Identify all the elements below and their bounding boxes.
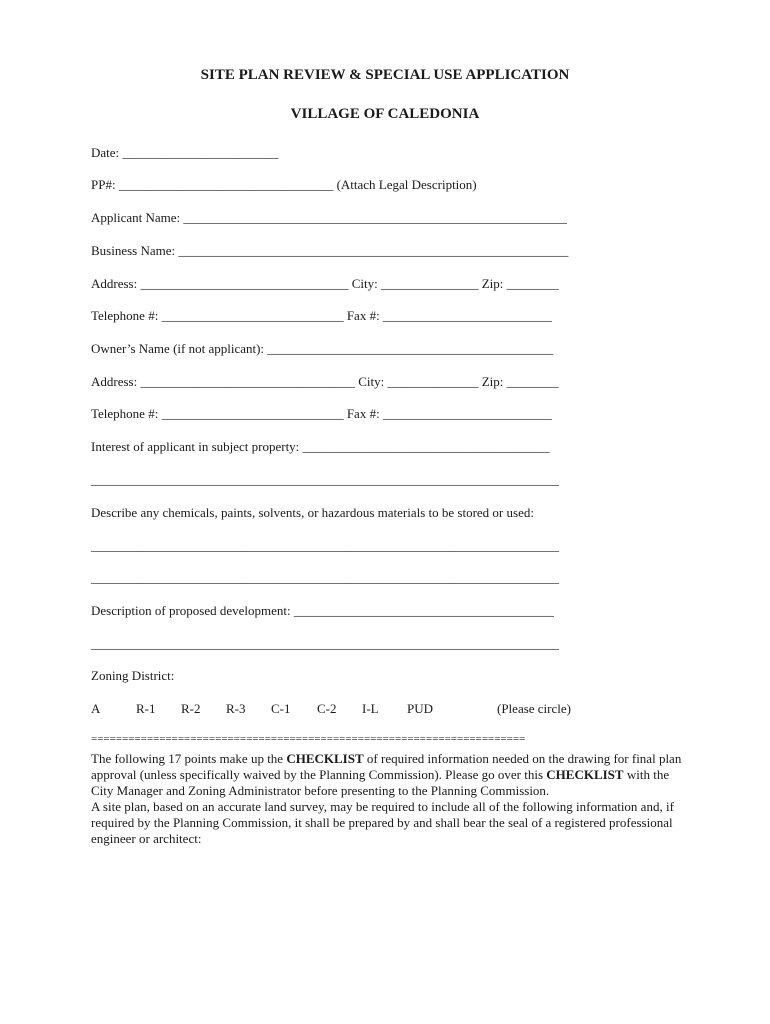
checklist-keyword: CHECKLIST xyxy=(286,751,364,766)
checklist-text: with the City Manager and Zoning Administrator before presenting to the Planning Commission. xyxy=(91,767,670,798)
document-title: SITE PLAN REVIEW & SPECIAL USE APPLICATION xyxy=(200,67,570,83)
date-field[interactable]: Date: ________________________ xyxy=(91,145,279,160)
interest-field[interactable]: Interest of applicant in subject property: ______________________________________ xyxy=(91,439,550,454)
telephone-field[interactable]: Telephone #: ____________________________ Fax #: __________________________ xyxy=(91,308,552,323)
site-plan-paragraph: A site plan, based on an accurate land survey, may be required to include all of the following information and, if required by the Planning Commission, it shall be prepared by and shall bear the seal of a registered professional engineer or architect: xyxy=(91,799,674,846)
zoning-option[interactable]: C-1 xyxy=(271,701,291,716)
address-field[interactable]: Address: ________________________________ City: _______________ Zip: ________ xyxy=(91,276,559,291)
checklist-keyword: CHECKLIST xyxy=(546,767,624,782)
zoning-option[interactable]: I-L xyxy=(362,701,379,716)
proposed-development-field[interactable]: Description of proposed development: ________________________________________ xyxy=(91,603,554,618)
zoning-option[interactable]: R-2 xyxy=(181,701,201,716)
zoning-option[interactable]: A xyxy=(91,701,101,716)
zoning-district-label: Zoning District: xyxy=(91,668,175,683)
owner-telephone-field[interactable]: Telephone #: ____________________________ Fax #: __________________________ xyxy=(91,406,552,421)
proposed-development-line[interactable]: ________________________________________________________________________ xyxy=(91,636,559,651)
zoning-option[interactable]: C-2 xyxy=(317,701,337,716)
interest-continuation-line[interactable]: ________________________________________________________________________ xyxy=(91,472,559,487)
checklist-paragraph xyxy=(91,751,691,799)
owner-name-field[interactable]: Owner’s Name (if not applicant): ____________________________________________ xyxy=(91,341,554,356)
checklist-intro xyxy=(91,751,691,847)
applicant-name-field[interactable]: Applicant Name: ___________________________________________________________ xyxy=(91,210,567,225)
zoning-option[interactable]: R-3 xyxy=(226,701,246,716)
checklist-text: of required information needed on the drawing for final plan approval (unless specifically waived by the Planning Commission). Please go over this xyxy=(91,751,682,782)
owner-address-field[interactable]: Address: _________________________________ City: ______________ Zip: ________ xyxy=(91,374,559,389)
hazardous-materials-label: Describe any chemicals, paints, solvents, or hazardous materials to be stored or used: xyxy=(91,505,534,520)
checklist-text: The following 17 points make up the xyxy=(91,751,287,766)
business-name-field[interactable]: Business Name: ____________________________________________________________ xyxy=(91,243,569,258)
hazardous-materials-line-2[interactable]: ________________________________________________________________________ xyxy=(91,570,559,585)
document-subtitle: VILLAGE OF CALEDONIA xyxy=(290,106,480,122)
section-separator: ====================================================================== xyxy=(91,733,526,745)
zoning-instruction: (Please circle) xyxy=(497,701,571,716)
hazardous-materials-line-1[interactable]: ________________________________________________________________________ xyxy=(91,538,559,553)
pp-number-field[interactable]: PP#: _________________________________ (Attach Legal Description) xyxy=(91,177,477,192)
zoning-option[interactable]: R-1 xyxy=(136,701,156,716)
zoning-option[interactable]: PUD xyxy=(407,701,434,716)
